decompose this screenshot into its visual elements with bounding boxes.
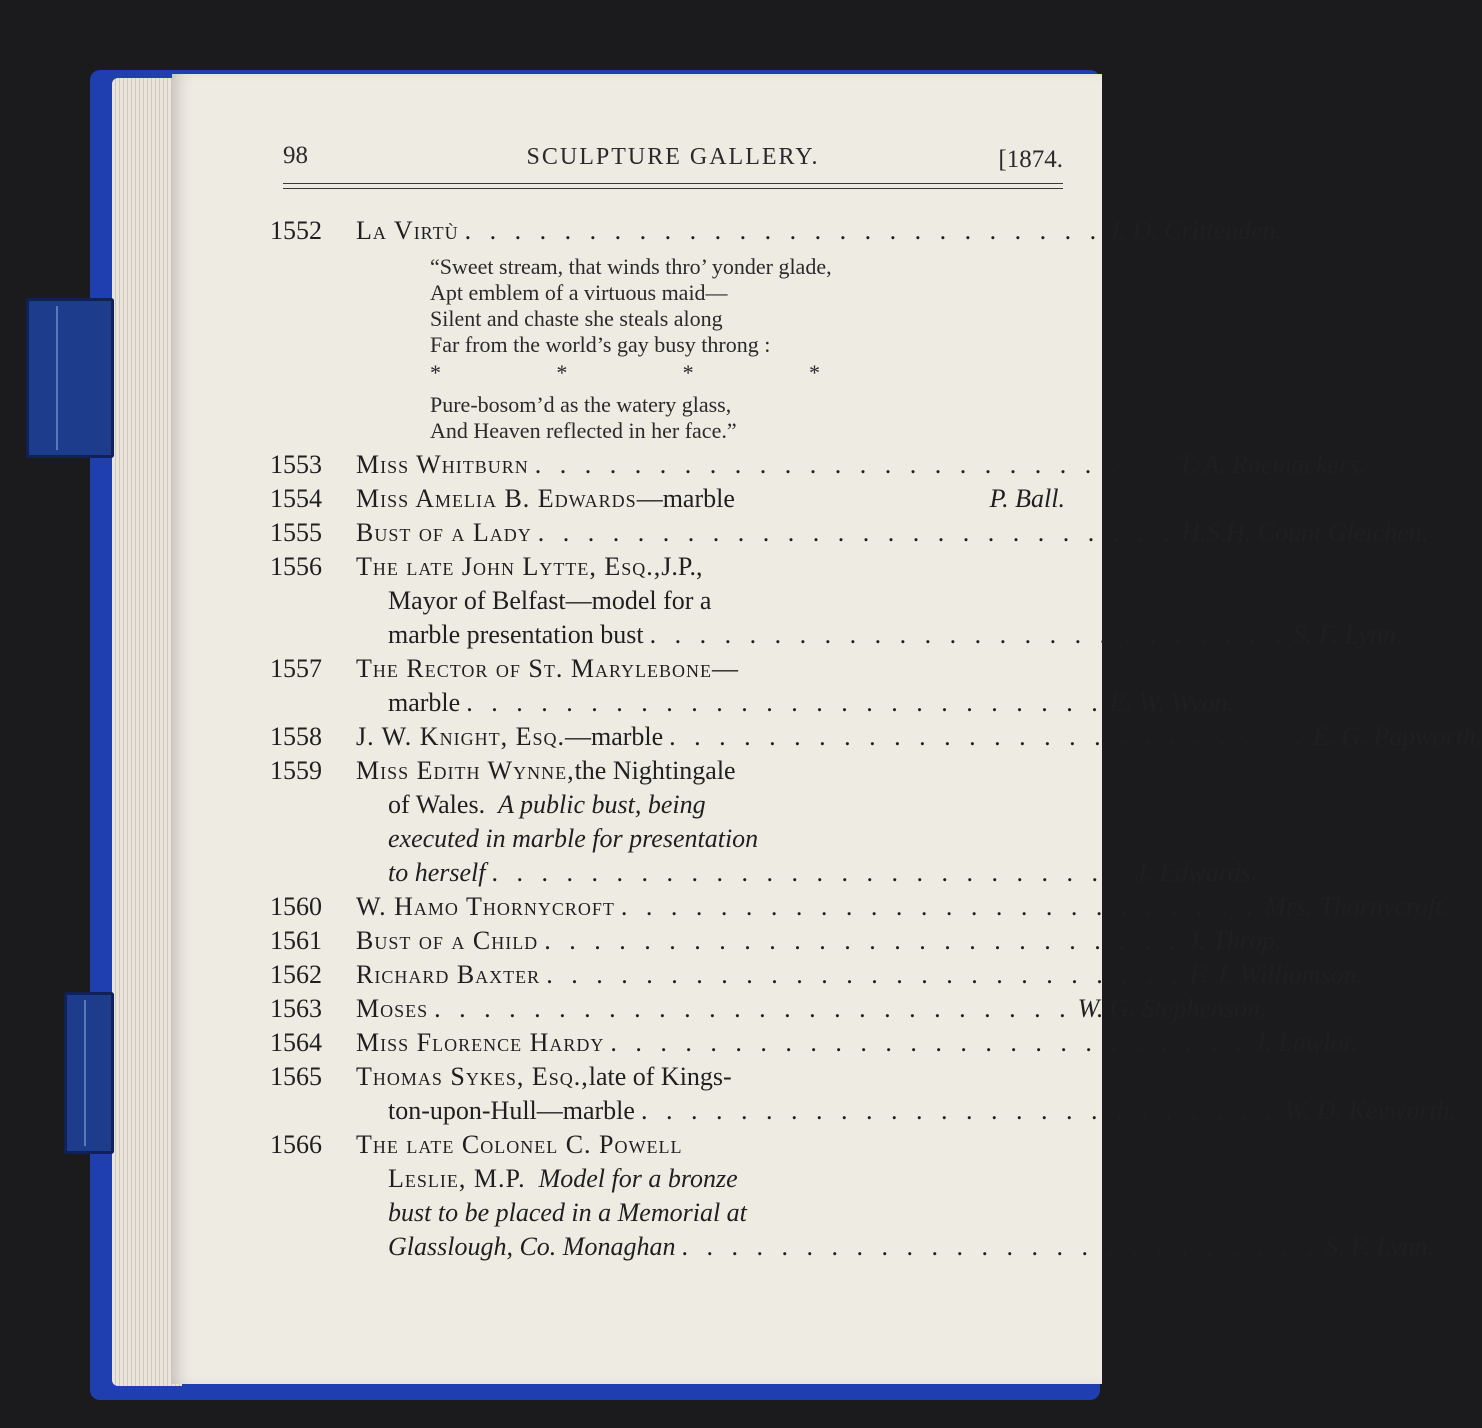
catalogue-number: 1556 (270, 552, 322, 581)
poem-line: “Sweet stream, that winds thro’ yonder glade, (430, 254, 832, 279)
dot-leader: . . . . . . . . . . . . . . . . . . . . . . . . . . (669, 722, 1307, 751)
poem-line: Pure-bosom’d as the watery glass, (430, 392, 732, 417)
catalogue-number: 1564 (270, 1028, 322, 1057)
list-item (270, 992, 1267, 1026)
dot-leader: . . . . . . . . . . . . . . . . . . . . . . . . . . (464, 216, 1103, 245)
entry-line: ton-upon-Hull—marble (388, 1096, 635, 1125)
catalogue-number: 1561 (270, 926, 322, 955)
page-header (283, 142, 1063, 182)
artist-name: J. Throp. (1187, 926, 1282, 955)
artist-name: S. F. Lynn. (1324, 1232, 1435, 1261)
artist-name: W. D. Keyworth. (1284, 1096, 1457, 1125)
dot-leader: . . . . . . . . . . . . . . . . . . . . . . . . . . (620, 892, 1259, 921)
dot-leader: . . . . . . . . . . . . . . . . . . . . . . . . . . (537, 518, 1176, 547)
poem-quote (430, 254, 1065, 444)
entry-note: Glasslough, Co. Monaghan (388, 1232, 676, 1261)
header-rule-second (283, 188, 1063, 189)
entry-title: W. Hamo Thornycroft (356, 892, 615, 921)
artist-name: J. D. Crittenden. (1108, 216, 1283, 245)
entry-suffix: late of Kings- (588, 1062, 732, 1091)
entry-note: to herself (388, 858, 486, 887)
entry-title: Miss Florence Hardy (356, 1028, 605, 1057)
entry-title: Miss Edith Wynne, (356, 756, 575, 785)
entry-title: La Virtù (356, 216, 459, 245)
entry-suffix: —marble (636, 484, 735, 513)
catalogue-number: 1560 (270, 892, 322, 921)
poem-line: Apt emblem of a virtuous maid— (430, 280, 728, 305)
entry-line: marble presentation bust (388, 620, 644, 649)
header-rule (283, 183, 1063, 184)
list-item (270, 482, 1065, 516)
list-item (270, 1060, 1457, 1128)
catalogue-list (270, 214, 1482, 1264)
running-year: [1874. (998, 146, 1063, 173)
list-item (270, 1128, 1435, 1264)
entry-line: Leslie, M.P. (388, 1164, 526, 1193)
artist-name: J. Edwards. (1135, 858, 1258, 887)
artist-name: F. J. Williamson. (1189, 960, 1364, 989)
poem-ellipsis-stars: * * * * (430, 360, 820, 385)
artist-name: P. Ball. (989, 484, 1065, 513)
entry-title: Bust of a Child (356, 926, 539, 955)
entry-title: The late John Lytte, Esq., (356, 552, 662, 581)
entry-note: Model for a bronze (538, 1164, 738, 1193)
entry-suffix: the Nightingale (574, 756, 736, 785)
list-item (270, 550, 1403, 652)
catalogue-number: 1566 (270, 1130, 322, 1159)
dot-leader: . . . . . . . . . . . . . . . . . . . . . . . . . . (610, 1028, 1248, 1057)
entry-title: Richard Baxter (356, 960, 541, 989)
entry-note: executed in marble for presentation (388, 824, 759, 853)
entry-title: Miss Whitburn (356, 450, 529, 479)
poem-line: Far from the world’s gay busy throng : (430, 332, 771, 357)
list-item (270, 890, 1450, 924)
list-item (270, 958, 1364, 992)
catalogue-number: 1565 (270, 1062, 322, 1091)
entry-suffix: J.P., (661, 552, 703, 581)
entry-suffix: —marble (564, 722, 664, 751)
dot-leader: . . . . . . . . . . . . . . . . . . . . . . . . . . (491, 858, 1129, 887)
list-item (270, 652, 1235, 720)
bookmark-tab-bottom[interactable] (64, 992, 114, 1154)
entry-line: Mayor of Belfast—model for a (388, 586, 712, 615)
catalogue-number: 1554 (270, 484, 322, 513)
poem-line: Silent and chaste she steals along (430, 306, 723, 331)
page-number: 98 (283, 142, 308, 169)
dot-leader: . . . . . . . . . . . . . . . . . . . . . . . . . . (466, 688, 1104, 717)
entry-line: of Wales. (388, 790, 486, 819)
list-item (270, 214, 1283, 444)
entry-title: The Rector of St. Marylebone— (356, 654, 739, 683)
artist-name: W. G. Stephenson. (1077, 994, 1267, 1023)
entry-title: Miss Amelia B. Edwards (356, 484, 637, 513)
entry-title: J. W. Knight, Esq. (356, 722, 565, 751)
entry-title: The late Colonel C. Powell (356, 1130, 683, 1159)
dot-leader: . . . . . . . . . . . . . . . . . . . . . . . . . . (434, 994, 1072, 1023)
list-item (270, 924, 1282, 958)
dot-leader: . . . . . . . . . . . . . . . . . . . . . . . . . . (544, 926, 1182, 955)
catalogue-number: 1559 (270, 756, 322, 785)
poem-line: And Heaven reflected in her face.” (430, 418, 737, 443)
bookmark-tab-top[interactable] (26, 298, 114, 458)
dot-leader: . . . . . . . . . . . . . . . . . . . . . . . . . . (649, 620, 1288, 649)
list-item (270, 516, 1429, 550)
entry-title: Bust of a Lady (356, 518, 532, 547)
dot-leader: . . . . . . . . . . . . . . . . . . . . . . . . . . (640, 1096, 1279, 1125)
catalogue-number: 1555 (270, 518, 322, 547)
entry-note: bust to be placed in a Memorial at (388, 1198, 747, 1227)
list-item (270, 448, 1366, 482)
list-item (270, 1026, 1358, 1060)
catalogue-number: 1552 (270, 216, 322, 245)
entry-note: A public bust, being (498, 790, 706, 819)
artist-name: H.S.H. Count Gleichen. (1181, 518, 1429, 547)
catalogue-number: 1553 (270, 450, 322, 479)
artist-name: E. G. Papworth. (1312, 722, 1482, 751)
entry-title: Moses (356, 994, 429, 1023)
dot-leader: . . . . . . . . . . . . . . . . . . . . . . . . . . (534, 450, 1173, 479)
dot-leader: . . . . . . . . . . . . . . . . . . . . . . . . . . (681, 1232, 1319, 1261)
artist-name: E. W. Wyon. (1109, 688, 1235, 717)
catalogue-number: 1563 (270, 994, 322, 1023)
artist-name: Mrs. Thornycroft. (1264, 892, 1450, 921)
artist-name: T. A. Raemackers. (1178, 450, 1366, 479)
entry-line: marble (388, 688, 461, 717)
catalogue-number: 1557 (270, 654, 322, 683)
list-item (270, 720, 1482, 754)
artist-name: J. Lawlor. (1253, 1028, 1358, 1057)
list-item (270, 754, 1258, 890)
page-title: SCULPTURE GALLERY. (526, 144, 820, 170)
dot-leader: . . . . . . . . . . . . . . . . . . . . . . . . . . (546, 960, 1184, 989)
artist-name: S. F. Lynn. (1293, 620, 1403, 649)
catalogue-number: 1562 (270, 960, 322, 989)
entry-title: Thomas Sykes, Esq., (356, 1062, 589, 1091)
catalogue-number: 1558 (270, 722, 322, 751)
